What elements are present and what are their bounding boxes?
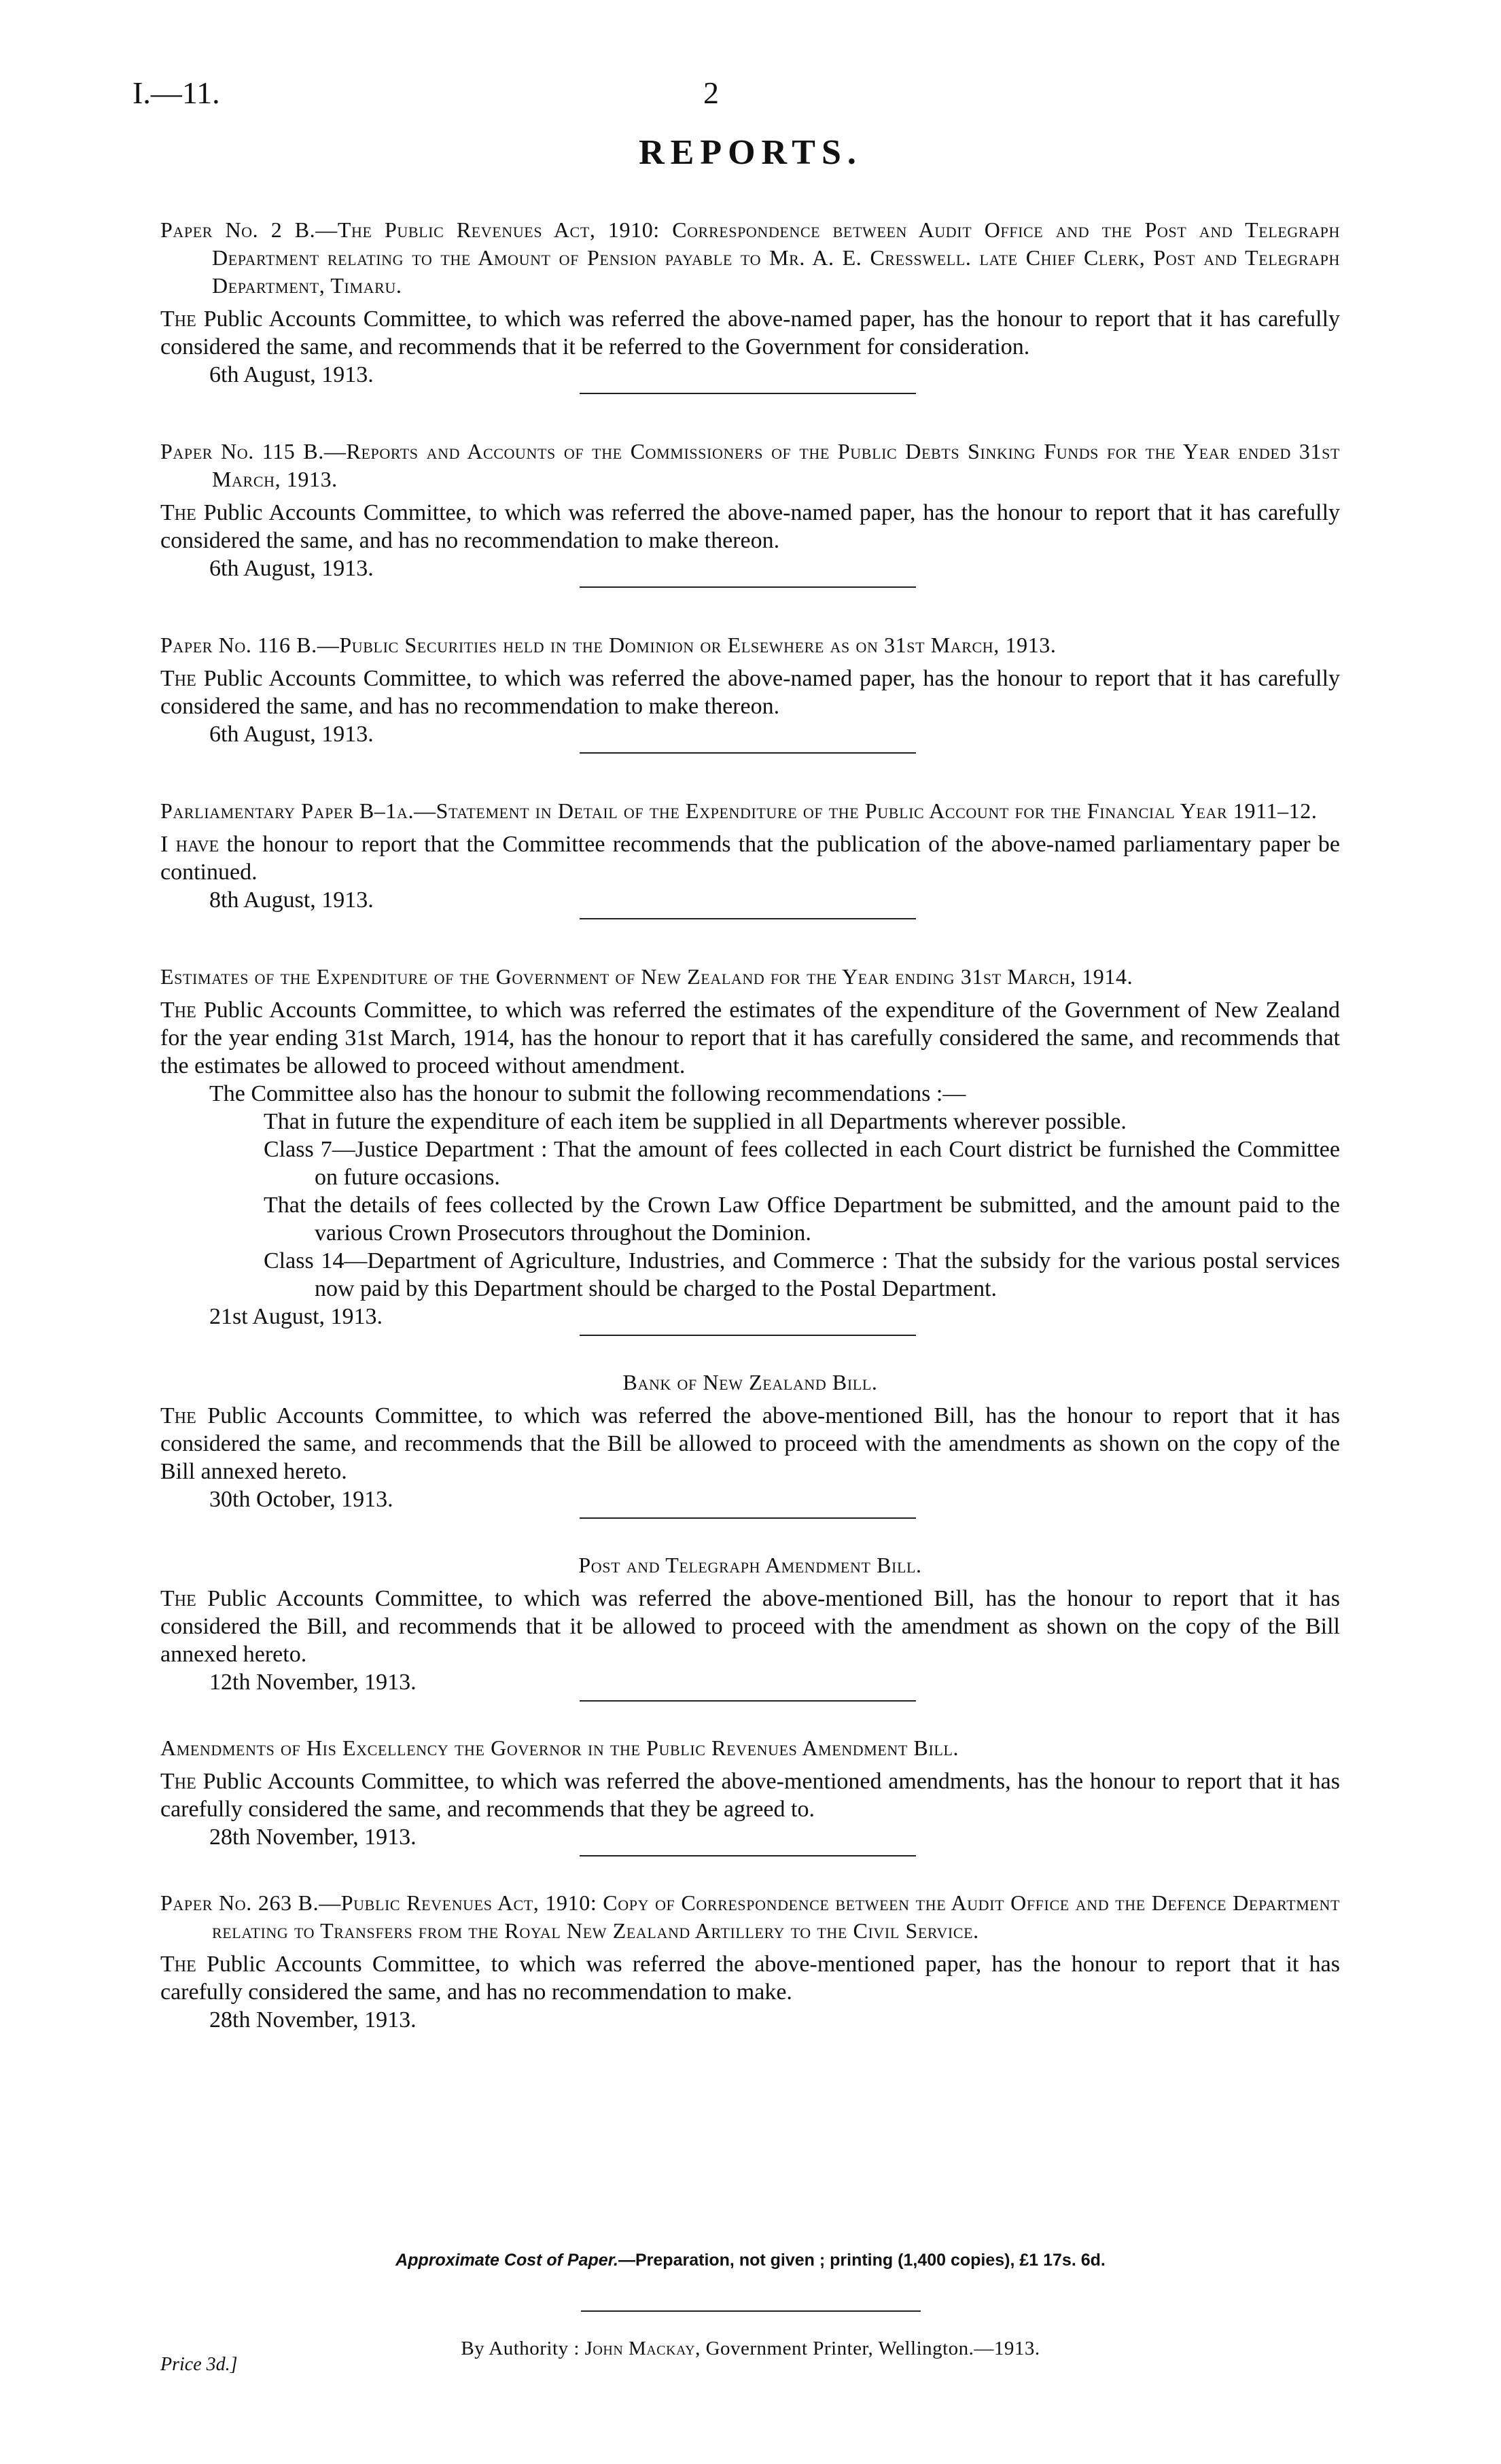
section-heading: Paper No. 115 B.—Reports and Accounts of the Commissioners of the Public Debts Sinking Funds for the Year ended 31st March, 1913. xyxy=(160,439,1340,491)
paragraph-text: Public Accounts Committee, to which was referred the above-mentioned Bill, has the honour to report that it has considered the Bill, and recommends that it be allowed to proceed with the amendment as shown on the copy of the Bill annexed hereto. xyxy=(160,1586,1340,1667)
report-paragraph xyxy=(160,830,1340,886)
paragraph-lead: The xyxy=(160,1769,196,1794)
paragraph-lead: The xyxy=(160,1403,196,1428)
printer-details: Government Printer, Wellington.—1913. xyxy=(705,2338,1040,2359)
report-section xyxy=(160,1889,1340,2034)
page-number: 2 xyxy=(703,75,719,110)
report-paragraph xyxy=(160,1402,1340,1485)
paragraph-text: Public Accounts Committee, to which was referred the above-mentioned amendments, has the honour to report that it has carefully considered the same, and recommends that they be agreed to. xyxy=(160,1769,1340,1822)
report-section xyxy=(160,797,1340,919)
report-section xyxy=(160,963,1340,1336)
report-paragraph xyxy=(160,996,1340,1080)
recommendation-item: Class 7—Justice Department : That the amount of fees collected in each Court district be furnished the Committee on future occasions. xyxy=(264,1137,1340,1190)
cost-label: Approximate Cost of Paper. xyxy=(395,2251,618,2270)
report-date: 30th October, 1913. xyxy=(209,1487,393,1512)
report-date: 6th August, 1913. xyxy=(209,362,374,387)
paragraph-lead: I have xyxy=(160,832,219,857)
report-date: 28th November, 1913. xyxy=(209,2007,417,2032)
reports-body xyxy=(160,216,1340,2034)
section-heading: Estimates of the Expenditure of the Government of New Zealand for the Year ending 31st March, 1914. xyxy=(160,964,1133,989)
document-reference: I.—11. xyxy=(133,75,220,110)
report-paragraph xyxy=(160,305,1340,361)
report-date: 12th November, 1913. xyxy=(209,1670,417,1695)
paragraph-lead: The xyxy=(160,666,196,691)
paragraph-lead: The xyxy=(160,500,196,525)
paragraph-text: Public Accounts Committee, to which was referred the above-named paper, has the honour to report that it has carefully considered the same, and recommends that it be referred to the Government for consideration. xyxy=(160,306,1341,359)
report-date: 6th August, 1913. xyxy=(209,556,374,581)
recommendation-item: That in future the expenditure of each item be supplied in all Departments wherever possible. xyxy=(264,1109,1127,1134)
paragraph-text: Public Accounts Committee, to which was referred the above-mentioned paper, has the honour to report that it has carefully considered the same, and has no recommendation to make. xyxy=(160,1952,1340,2005)
report-date: 8th August, 1913. xyxy=(209,887,374,913)
report-paragraph xyxy=(160,665,1340,720)
authority-prefix: By Authority : xyxy=(461,2338,580,2359)
report-paragraph xyxy=(160,1950,1340,2006)
report-section xyxy=(160,1369,1340,1519)
paragraph-lead: The xyxy=(160,1952,196,1977)
section-heading: Amendments of His Excellency the Governor in the Public Revenues Amendment Bill. xyxy=(160,1736,959,1760)
section-heading: Paper No. 263 B.—Public Revenues Act, 1910: Copy of Correspondence between the Audit Office and the Defence Department relating to Transfers from the Royal New Zealand Artillery to the Civil Service. xyxy=(160,1890,1340,1943)
printer-name: John Mackay, xyxy=(584,2338,701,2359)
section-heading: Bank of New Zealand Bill. xyxy=(622,1370,878,1394)
paragraph-lead: The xyxy=(160,306,196,332)
report-date: 28th November, 1913. xyxy=(209,1825,417,1850)
report-section xyxy=(160,438,1340,588)
report-paragraph xyxy=(160,1767,1340,1823)
report-paragraph xyxy=(160,1585,1340,1668)
report-section xyxy=(160,631,1340,754)
recommendations-intro: The Committee also has the honour to submit the following recommendations :— xyxy=(209,1081,966,1106)
paragraph-text: Public Accounts Committee, to which was referred the estimates of the expenditure of the Government of New Zealand for the year ending 31st March, 1914, has the honour to report that it has carefully considered the same, and recommends that the estimates be allowed to proceed without amendment. xyxy=(160,998,1341,1078)
report-paragraph xyxy=(160,499,1340,555)
report-section xyxy=(160,216,1340,394)
page-title: REPORTS. xyxy=(639,133,862,172)
price-note: Price 3d.] xyxy=(160,2354,238,2375)
cost-text: —Preparation, not given ; printing (1,400 copies), £1 17s. 6d. xyxy=(618,2251,1106,2270)
section-heading: Parliamentary Paper B–1a.—Statement in Detail of the Expenditure of the Public Account for the Financial Year 1911–12. xyxy=(160,798,1318,823)
paragraph-text: the honour to report that the Committee recommends that the publication of the above-named parliamentary paper be continued. xyxy=(160,832,1341,885)
cost-of-paper-note xyxy=(0,2251,1501,2270)
section-heading: Paper No. 116 B.—Public Securities held in the Dominion or Elsewhere as on 31st March, 1913. xyxy=(160,633,1057,657)
paragraph-text: Public Accounts Committee, to which was referred the above-named paper, has the honour to report that it has carefully considered the same, and has no recommendation to make thereon. xyxy=(160,500,1341,553)
page-header xyxy=(133,75,1342,122)
report-section xyxy=(160,1551,1340,1702)
recommendation-item: That the details of fees collected by the Crown Law Office Department be submitted, and the amount paid to the various Crown Prosecutors throughout the Dominion. xyxy=(264,1193,1340,1246)
paragraph-lead: The xyxy=(160,1586,196,1611)
recommendation-item: Class 14—Department of Agriculture, Industries, and Commerce : That the subsidy for the various postal services now paid by this Department should be charged to the Postal Department. xyxy=(264,1248,1340,1301)
section-heading: Paper No. 2 B.—The Public Revenues Act, 1910: Correspondence between Audit Office and the Post and Telegraph Department relating to the Amount of Pension payable to Mr. A. E. Cresswell. late Chief Clerk, Post and Telegraph Department, Timaru. xyxy=(160,217,1340,298)
report-section xyxy=(160,1734,1340,1856)
footer-divider xyxy=(581,2310,921,2312)
section-heading: Post and Telegraph Amendment Bill. xyxy=(578,1553,922,1577)
paragraph-text: Public Accounts Committee, to which was referred the above-mentioned Bill, has the honour to report that it has considered the same, and recommends that the Bill be allowed to proceed with the amendments as shown on the copy of the Bill annexed hereto. xyxy=(160,1403,1340,1484)
report-date: 21st August, 1913. xyxy=(209,1304,383,1329)
paragraph-text: Public Accounts Committee, to which was referred the above-named paper, has the honour to report that it has carefully considered the same, and has no recommendation to make thereon. xyxy=(160,666,1341,719)
report-date: 6th August, 1913. xyxy=(209,722,374,747)
paragraph-lead: The xyxy=(160,998,196,1023)
